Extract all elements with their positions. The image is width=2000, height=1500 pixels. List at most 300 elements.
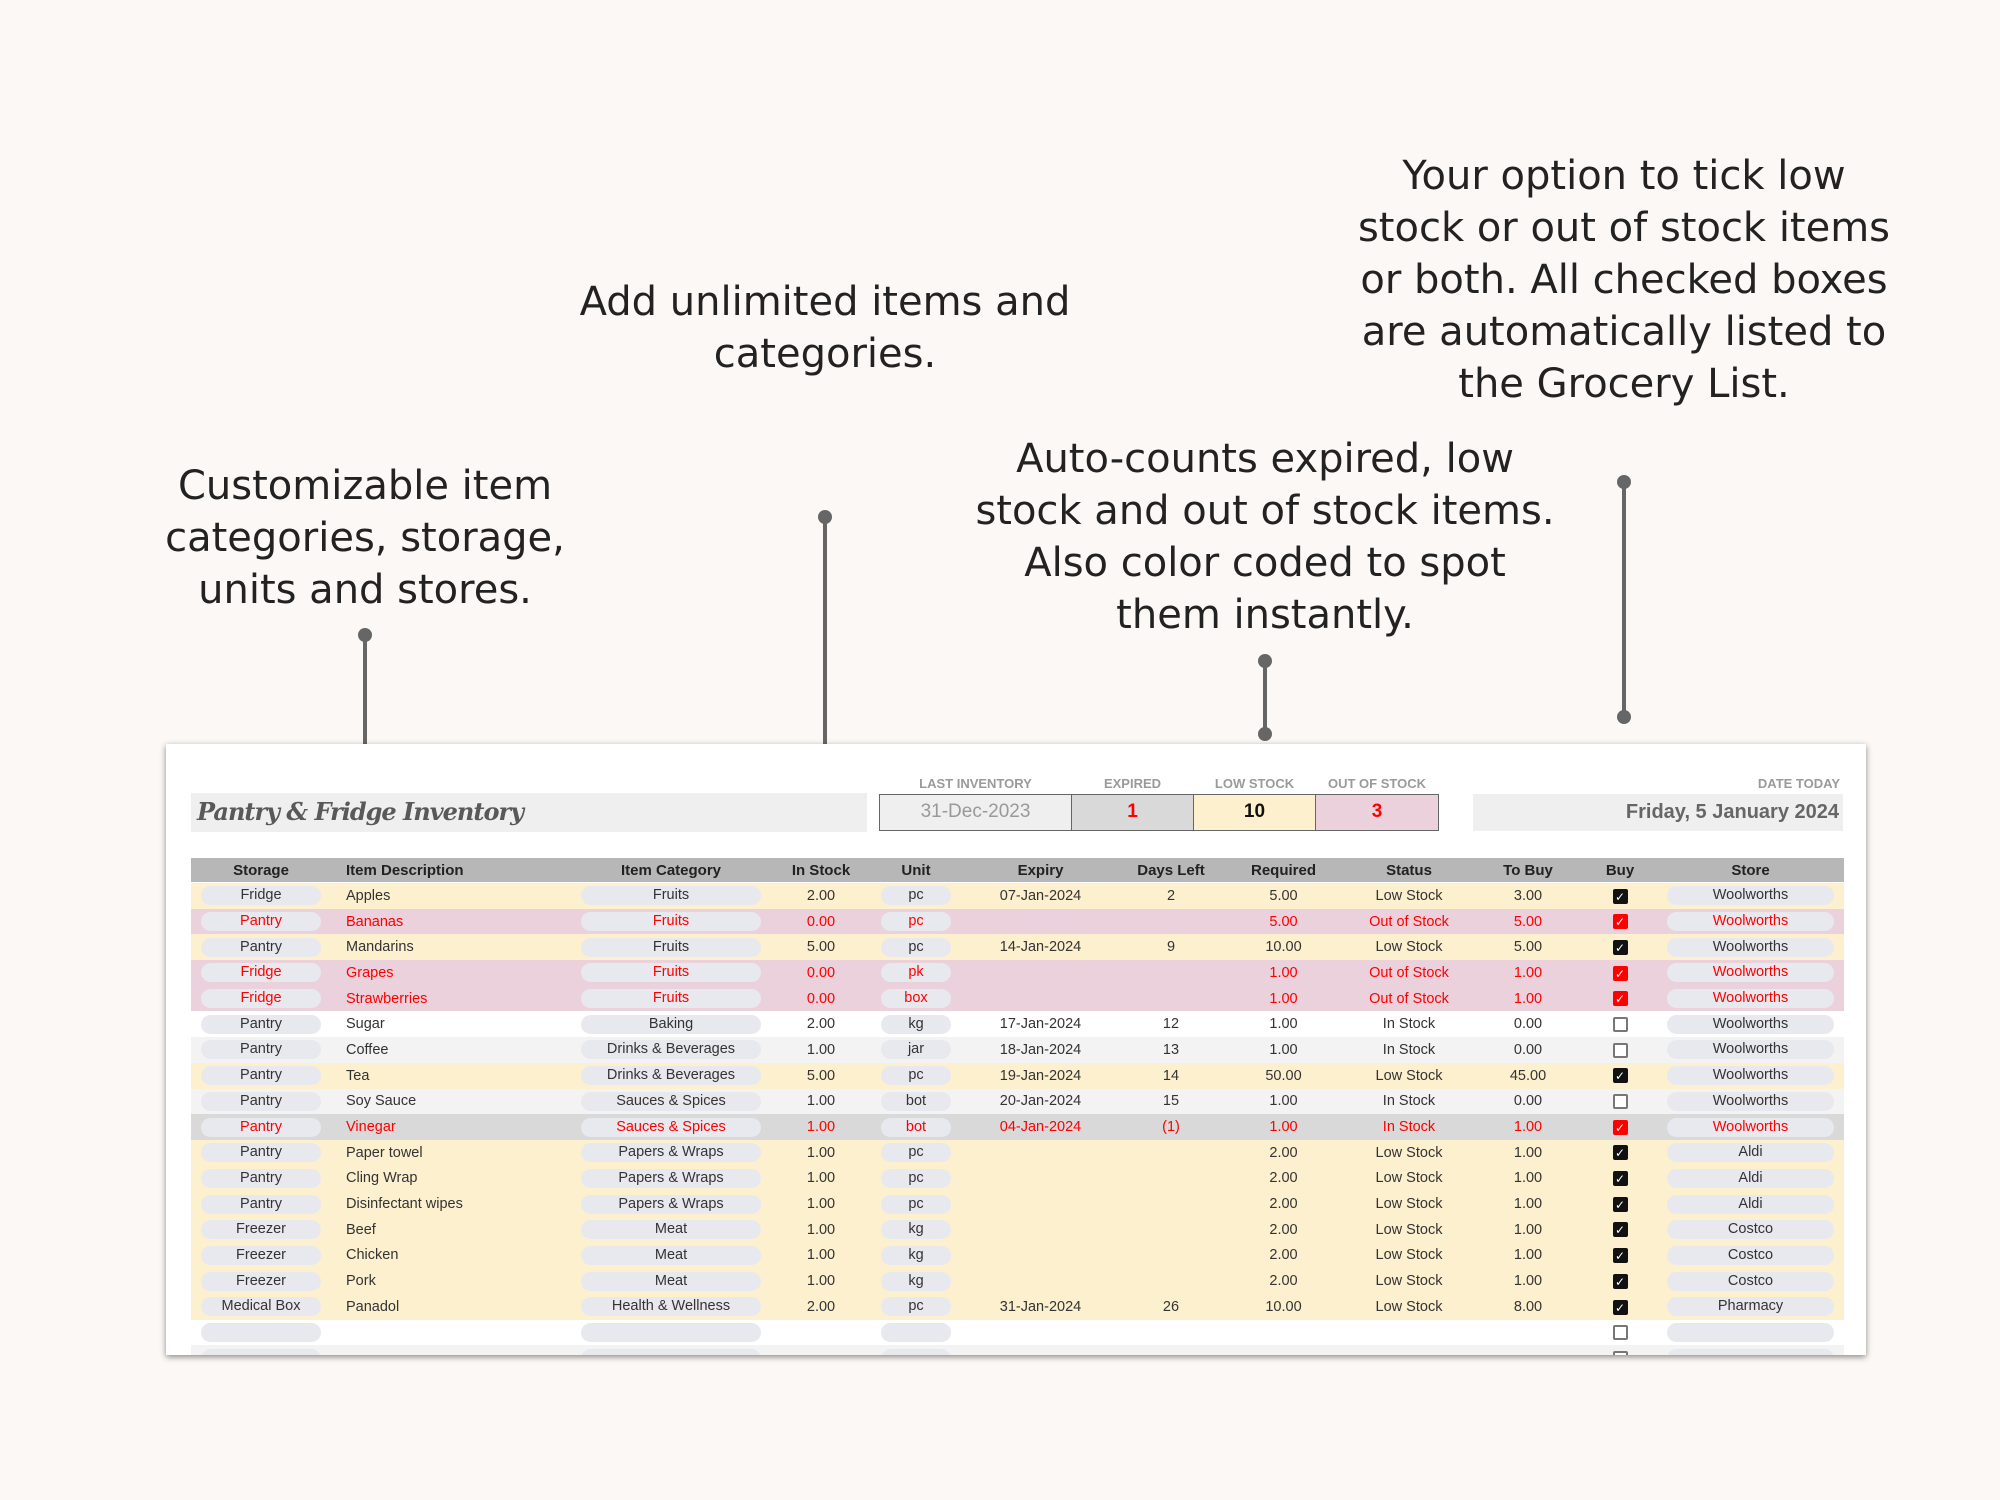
table-row	[191, 960, 1844, 986]
cell-in-stock[interactable]: 1.00	[806, 1041, 836, 1058]
cell-description[interactable]: Sugar	[346, 1016, 385, 1033]
cell-to-buy: 1.00	[1513, 990, 1543, 1007]
storage-dropdown[interactable]: Freezer	[201, 1246, 321, 1265]
unit-dropdown[interactable]	[881, 1323, 951, 1342]
storage-dropdown[interactable]: Pantry	[201, 1092, 321, 1111]
cell-store	[1657, 1015, 1844, 1034]
buy-checkbox[interactable]	[1613, 1068, 1628, 1083]
unit-dropdown[interactable]: pc	[881, 912, 951, 931]
cell-unit[interactable]	[871, 989, 961, 1008]
cell-status: Low Stock	[1375, 887, 1443, 904]
category-dropdown[interactable]: Papers & Wraps	[581, 1169, 761, 1188]
cell-category[interactable]	[571, 1246, 771, 1265]
cell-unit[interactable]	[871, 912, 961, 931]
storage-dropdown[interactable]	[201, 1323, 321, 1342]
buy-checkbox[interactable]	[1613, 1351, 1628, 1355]
cell-description[interactable]: Pork	[346, 1273, 376, 1290]
cell-category[interactable]	[571, 1015, 771, 1034]
cell-to-buy: 1.00	[1513, 1273, 1543, 1290]
column-header-in-stock: In Stock	[791, 861, 851, 879]
cell-required[interactable]: 2.00	[1269, 1144, 1298, 1161]
storage-dropdown[interactable]: Pantry	[201, 938, 321, 957]
buy-checkbox[interactable]	[1613, 1145, 1628, 1160]
cell-unit[interactable]	[871, 1323, 961, 1342]
cell-description[interactable]: Strawberries	[346, 990, 428, 1007]
cell-status: In Stock	[1382, 1041, 1436, 1058]
unit-dropdown[interactable]: kg	[881, 1272, 951, 1291]
cell-unit[interactable]	[871, 1040, 961, 1059]
storage-dropdown[interactable]: Pantry	[201, 1143, 321, 1162]
table-row	[191, 1243, 1844, 1269]
cell-description[interactable]: Vinegar	[346, 1119, 396, 1136]
cell-unit[interactable]	[871, 1169, 961, 1188]
storage-dropdown[interactable]: Freezer	[201, 1220, 321, 1239]
cell-required[interactable]: 10.00	[1265, 1298, 1302, 1315]
cell-unit[interactable]	[871, 1195, 961, 1214]
unit-dropdown[interactable]: jar	[881, 1040, 951, 1059]
cell-storage[interactable]	[191, 1040, 331, 1059]
cell-in-stock[interactable]: 1.00	[806, 1144, 836, 1161]
cell-expiry[interactable]: 20-Jan-2024	[999, 1093, 1082, 1110]
cell-unit[interactable]	[871, 938, 961, 957]
cell-buy	[1583, 1119, 1657, 1135]
cell-unit[interactable]	[871, 1092, 961, 1111]
cell-description[interactable]: Bananas	[346, 913, 404, 930]
storage-dropdown[interactable]: Pantry	[201, 1169, 321, 1188]
store-dropdown[interactable]: Woolworths	[1667, 1092, 1834, 1111]
cell-storage[interactable]	[191, 886, 331, 905]
unit-dropdown[interactable]: kg	[881, 1246, 951, 1265]
cell-unit[interactable]	[871, 1220, 961, 1239]
cell-in-stock[interactable]: 2.00	[806, 1298, 836, 1315]
store-dropdown[interactable]: Costco	[1667, 1220, 1834, 1239]
table-row	[191, 883, 1844, 909]
cell-required[interactable]: 1.00	[1269, 1093, 1298, 1110]
category-dropdown[interactable]: Sauces & Spices	[581, 1118, 761, 1137]
cell-required[interactable]: 2.00	[1269, 1247, 1298, 1264]
category-dropdown[interactable]: Baking	[581, 1015, 761, 1034]
annotation-tick: Your option to tick low stock or out of stock items or both. All checked boxes are automatically listed to the Grocery List.	[1357, 153, 1891, 407]
cell-days-left: 26	[1162, 1298, 1180, 1315]
connector-dot	[1617, 710, 1631, 724]
cell-unit[interactable]	[871, 963, 961, 982]
check-icon: ✓	[1614, 1069, 1626, 1084]
cell-days-left: 12	[1162, 1016, 1180, 1033]
cell-days-left: 13	[1162, 1041, 1180, 1058]
check-icon: ✓	[1614, 1146, 1626, 1161]
cell-expiry[interactable]: 19-Jan-2024	[999, 1067, 1082, 1084]
cell-required[interactable]: 1.00	[1269, 990, 1298, 1007]
cell-required[interactable]: 2.00	[1269, 1170, 1298, 1187]
buy-checkbox[interactable]	[1613, 1248, 1628, 1263]
check-icon: ✓	[1614, 1274, 1626, 1289]
cell-in-stock[interactable]: 5.00	[806, 1067, 836, 1084]
cell-storage[interactable]	[191, 1118, 331, 1137]
column-header-to-buy: To Buy	[1503, 861, 1553, 879]
cell-storage[interactable]	[191, 989, 331, 1008]
buy-checkbox[interactable]	[1613, 940, 1628, 955]
category-dropdown[interactable]: Fruits	[581, 886, 761, 905]
table-row	[191, 1063, 1844, 1089]
unit-dropdown[interactable]: bot	[881, 1118, 951, 1137]
cell-status: Low Stock	[1375, 1247, 1443, 1264]
cell-buy	[1583, 1145, 1657, 1161]
table-row	[191, 1320, 1844, 1346]
cell-storage[interactable]	[191, 1092, 331, 1111]
cell-to-buy: 1.00	[1513, 1247, 1543, 1264]
cell-category[interactable]	[571, 886, 771, 905]
cell-to-buy: 1.00	[1513, 1196, 1543, 1213]
store-dropdown[interactable]: Woolworths	[1667, 912, 1834, 931]
cell-storage[interactable]	[191, 1349, 331, 1355]
category-dropdown[interactable]: Meat	[581, 1272, 761, 1291]
table-row	[191, 1011, 1844, 1037]
unit-dropdown[interactable]: pc	[881, 1195, 951, 1214]
category-dropdown[interactable]	[581, 1349, 761, 1355]
unit-dropdown[interactable]: pc	[881, 1169, 951, 1188]
cell-required[interactable]: 1.00	[1269, 1119, 1298, 1136]
cell-storage[interactable]	[191, 1220, 331, 1239]
storage-dropdown[interactable]: Pantry	[201, 1040, 321, 1059]
cell-to-buy: 8.00	[1513, 1298, 1543, 1315]
store-dropdown[interactable]: Pharmacy	[1667, 1297, 1834, 1316]
cell-to-buy: 1.00	[1513, 1119, 1543, 1136]
cell-expiry[interactable]: 18-Jan-2024	[999, 1041, 1082, 1058]
cell-store	[1657, 1195, 1844, 1214]
cell-status: Out of Stock	[1369, 964, 1449, 981]
cell-description[interactable]: Soy Sauce	[346, 1093, 417, 1110]
buy-checkbox[interactable]	[1613, 991, 1628, 1006]
cell-storage[interactable]	[191, 1195, 331, 1214]
last-inventory-label: LAST INVENTORY	[919, 776, 1032, 791]
cell-expiry[interactable]: 14-Jan-2024	[999, 939, 1082, 956]
low-stock-count: 10	[1193, 794, 1316, 831]
storage-dropdown[interactable]	[201, 1349, 321, 1355]
cell-to-buy: 45.00	[1509, 1067, 1547, 1084]
title-bar	[191, 793, 867, 832]
cell-storage[interactable]	[191, 1323, 331, 1342]
store-dropdown[interactable]	[1667, 1323, 1834, 1342]
cell-buy	[1583, 1299, 1657, 1315]
cell-buy	[1583, 1042, 1657, 1058]
out-of-stock-label: OUT OF STOCK	[1328, 776, 1426, 791]
date-today-label: DATE TODAY	[1757, 776, 1840, 791]
cell-unit[interactable]	[871, 1118, 961, 1137]
buy-checkbox[interactable]	[1613, 1325, 1628, 1340]
category-dropdown[interactable]: Papers & Wraps	[581, 1143, 761, 1162]
unit-dropdown[interactable]: kg	[881, 1015, 951, 1034]
store-dropdown[interactable]: Woolworths	[1667, 1066, 1834, 1085]
store-dropdown[interactable]: Woolworths	[1667, 938, 1834, 957]
column-header-storage: Storage	[233, 861, 289, 879]
store-dropdown[interactable]: Woolworths	[1667, 1118, 1834, 1137]
cell-storage[interactable]	[191, 1169, 331, 1188]
cell-category[interactable]	[571, 1118, 771, 1137]
cell-category[interactable]	[571, 1272, 771, 1291]
storage-dropdown[interactable]: Medical Box	[201, 1297, 321, 1316]
cell-in-stock[interactable]: 1.00	[806, 1221, 836, 1238]
cell-buy	[1583, 1350, 1657, 1355]
cell-category[interactable]	[571, 1066, 771, 1085]
buy-checkbox[interactable]	[1613, 1300, 1628, 1315]
cell-required[interactable]: 50.00	[1265, 1067, 1302, 1084]
cell-status: Low Stock	[1375, 939, 1443, 956]
category-dropdown[interactable]: Sauces & Spices	[581, 1092, 761, 1111]
cell-category[interactable]	[571, 938, 771, 957]
category-dropdown[interactable]: Meat	[581, 1220, 761, 1239]
cell-buy	[1583, 965, 1657, 981]
cell-required[interactable]: 1.00	[1269, 964, 1298, 981]
cell-category[interactable]	[571, 1169, 771, 1188]
cell-buy	[1583, 1247, 1657, 1263]
cell-category[interactable]	[571, 1323, 771, 1342]
storage-dropdown[interactable]: Pantry	[201, 1118, 321, 1137]
cell-buy	[1583, 888, 1657, 904]
cell-status: Low Stock	[1375, 1170, 1443, 1187]
store-dropdown[interactable]	[1667, 1349, 1834, 1355]
cell-description[interactable]: Panadol	[346, 1298, 400, 1315]
store-dropdown[interactable]: Woolworths	[1667, 989, 1834, 1008]
category-dropdown[interactable]: Fruits	[581, 989, 761, 1008]
cell-category[interactable]	[571, 1349, 771, 1355]
storage-dropdown[interactable]: Pantry	[201, 912, 321, 931]
cell-in-stock[interactable]: 1.00	[806, 1247, 836, 1264]
connector-dot	[818, 510, 832, 524]
cell-buy	[1583, 1068, 1657, 1084]
cell-unit[interactable]	[871, 1272, 961, 1291]
cell-in-stock[interactable]: 5.00	[806, 939, 836, 956]
cell-category[interactable]	[571, 1040, 771, 1059]
unit-dropdown[interactable]	[881, 1349, 951, 1355]
cell-in-stock[interactable]: 0.00	[806, 913, 836, 930]
cell-description[interactable]: Grapes	[346, 964, 394, 981]
unit-dropdown[interactable]: bot	[881, 1092, 951, 1111]
cell-required[interactable]: 5.00	[1269, 887, 1298, 904]
cell-description[interactable]: Tea	[346, 1067, 370, 1084]
cell-storage[interactable]	[191, 963, 331, 982]
cell-in-stock[interactable]: 0.00	[806, 964, 836, 981]
cell-storage[interactable]	[191, 1015, 331, 1034]
buy-checkbox[interactable]	[1613, 1171, 1628, 1186]
cell-to-buy: 5.00	[1513, 913, 1543, 930]
cell-unit[interactable]	[871, 1015, 961, 1034]
buy-checkbox[interactable]	[1613, 1197, 1628, 1212]
unit-dropdown[interactable]: pc	[881, 1066, 951, 1085]
buy-checkbox[interactable]	[1613, 1017, 1628, 1032]
cell-category[interactable]	[571, 1092, 771, 1111]
cell-description[interactable]: Paper towel	[346, 1144, 423, 1161]
category-dropdown[interactable]	[581, 1323, 761, 1342]
category-dropdown[interactable]: Meat	[581, 1246, 761, 1265]
table-row	[191, 1217, 1844, 1243]
cell-to-buy: 1.00	[1513, 1221, 1543, 1238]
cell-status: Low Stock	[1375, 1196, 1443, 1213]
cell-expiry[interactable]: 17-Jan-2024	[999, 1016, 1082, 1033]
cell-in-stock[interactable]: 1.00	[806, 1119, 836, 1136]
storage-dropdown[interactable]: Pantry	[201, 1195, 321, 1214]
storage-dropdown[interactable]: Fridge	[201, 963, 321, 982]
cell-in-stock[interactable]: 1.00	[806, 1170, 836, 1187]
cell-buy	[1583, 1325, 1657, 1341]
cell-category[interactable]	[571, 1297, 771, 1316]
cell-expiry[interactable]: 31-Jan-2024	[999, 1298, 1082, 1315]
table-row	[191, 1140, 1844, 1166]
store-dropdown[interactable]: Aldi	[1667, 1143, 1834, 1162]
cell-buy	[1583, 991, 1657, 1007]
cell-category[interactable]	[571, 1195, 771, 1214]
unit-dropdown[interactable]: pc	[881, 886, 951, 905]
unit-dropdown[interactable]: kg	[881, 1220, 951, 1239]
cell-category[interactable]	[571, 912, 771, 931]
cell-required[interactable]: 1.00	[1269, 1041, 1298, 1058]
cell-in-stock[interactable]: 1.00	[806, 1196, 836, 1213]
cell-description[interactable]: Disinfectant wipes	[346, 1196, 463, 1213]
buy-checkbox[interactable]	[1613, 1120, 1628, 1135]
cell-to-buy: 1.00	[1513, 964, 1543, 981]
cell-description[interactable]: Mandarins	[346, 939, 414, 956]
column-header-expiry: Expiry	[1017, 861, 1064, 879]
cell-required[interactable]: 1.00	[1269, 1016, 1298, 1033]
out-of-stock-count: 3	[1315, 794, 1439, 831]
buy-checkbox[interactable]	[1613, 889, 1628, 904]
cell-status: Out of Stock	[1369, 990, 1449, 1007]
unit-dropdown[interactable]: pc	[881, 1143, 951, 1162]
store-dropdown[interactable]: Costco	[1667, 1272, 1834, 1291]
cell-store	[1657, 989, 1844, 1008]
cell-in-stock[interactable]: 1.00	[806, 1273, 836, 1290]
cell-in-stock[interactable]: 1.00	[806, 1093, 836, 1110]
cell-description[interactable]: Cling Wrap	[346, 1170, 418, 1187]
buy-checkbox[interactable]	[1613, 914, 1628, 929]
cell-buy	[1583, 1196, 1657, 1212]
buy-checkbox[interactable]	[1613, 1043, 1628, 1058]
check-icon: ✓	[1614, 889, 1626, 904]
category-dropdown[interactable]: Drinks & Beverages	[581, 1040, 761, 1059]
buy-checkbox[interactable]	[1613, 966, 1628, 981]
cell-unit[interactable]	[871, 1246, 961, 1265]
cell-description[interactable]: Apples	[346, 887, 391, 904]
cell-store	[1657, 938, 1844, 957]
cell-unit[interactable]	[871, 1143, 961, 1162]
buy-checkbox[interactable]	[1613, 1222, 1628, 1237]
category-dropdown[interactable]: Drinks & Beverages	[581, 1066, 761, 1085]
buy-checkbox[interactable]	[1613, 1094, 1628, 1109]
cell-storage[interactable]	[191, 1297, 331, 1316]
cell-store	[1657, 1092, 1844, 1111]
cell-unit[interactable]	[871, 1349, 961, 1355]
cell-to-buy: 1.00	[1513, 1170, 1543, 1187]
cell-status: Out of Stock	[1369, 913, 1449, 930]
cell-storage[interactable]	[191, 1246, 331, 1265]
cell-store	[1657, 886, 1844, 905]
category-dropdown[interactable]: Fruits	[581, 912, 761, 931]
store-dropdown[interactable]: Woolworths	[1667, 1015, 1834, 1034]
cell-required[interactable]: 10.00	[1265, 939, 1302, 956]
table-row	[191, 1294, 1844, 1320]
table-row	[191, 1345, 1844, 1355]
unit-dropdown[interactable]: pc	[881, 1297, 951, 1316]
store-dropdown[interactable]: Aldi	[1667, 1169, 1834, 1188]
store-dropdown[interactable]: Costco	[1667, 1246, 1834, 1265]
cell-category[interactable]	[571, 963, 771, 982]
storage-dropdown[interactable]: Fridge	[201, 886, 321, 905]
connector-line	[1263, 661, 1267, 737]
cell-storage[interactable]	[191, 938, 331, 957]
cell-unit[interactable]	[871, 1066, 961, 1085]
cell-buy	[1583, 914, 1657, 930]
cell-category[interactable]	[571, 1220, 771, 1239]
cell-required[interactable]: 2.00	[1269, 1196, 1298, 1213]
cell-required[interactable]: 2.00	[1269, 1273, 1298, 1290]
cell-status: Low Stock	[1375, 1144, 1443, 1161]
unit-dropdown[interactable]: box	[881, 989, 951, 1008]
category-dropdown[interactable]: Papers & Wraps	[581, 1195, 761, 1214]
cell-to-buy: 5.00	[1513, 939, 1543, 956]
connector-dot	[1258, 727, 1272, 741]
table-row	[191, 1191, 1844, 1217]
cell-to-buy: 3.00	[1513, 887, 1543, 904]
cell-required[interactable]: 5.00	[1269, 913, 1298, 930]
expired-count: 1	[1071, 794, 1194, 831]
storage-dropdown[interactable]: Fridge	[201, 989, 321, 1008]
cell-store	[1657, 1272, 1844, 1291]
store-dropdown[interactable]: Woolworths	[1667, 963, 1834, 982]
cell-store	[1657, 1246, 1844, 1265]
store-dropdown[interactable]: Woolworths	[1667, 886, 1834, 905]
cell-storage[interactable]	[191, 912, 331, 931]
category-dropdown[interactable]: Fruits	[581, 963, 761, 982]
store-dropdown[interactable]: Aldi	[1667, 1195, 1834, 1214]
cell-in-stock[interactable]: 2.00	[806, 887, 836, 904]
cell-in-stock[interactable]: 2.00	[806, 1016, 836, 1033]
cell-in-stock[interactable]: 0.00	[806, 990, 836, 1007]
cell-expiry[interactable]: 04-Jan-2024	[999, 1119, 1082, 1136]
cell-expiry[interactable]: 07-Jan-2024	[999, 887, 1082, 904]
cell-status: Low Stock	[1375, 1298, 1443, 1315]
cell-storage[interactable]	[191, 1066, 331, 1085]
cell-description[interactable]: Chicken	[346, 1247, 399, 1264]
cell-unit[interactable]	[871, 886, 961, 905]
cell-store	[1657, 1220, 1844, 1239]
storage-dropdown[interactable]: Freezer	[201, 1272, 321, 1291]
table-row	[191, 986, 1844, 1012]
cell-required[interactable]: 2.00	[1269, 1221, 1298, 1238]
cell-store	[1657, 963, 1844, 982]
category-dropdown[interactable]: Fruits	[581, 938, 761, 957]
cell-description[interactable]: Beef	[346, 1221, 376, 1238]
storage-dropdown[interactable]: Pantry	[201, 1015, 321, 1034]
table-row	[191, 1089, 1844, 1115]
buy-checkbox[interactable]	[1613, 1274, 1628, 1289]
category-dropdown[interactable]: Health & Wellness	[581, 1297, 761, 1316]
store-dropdown[interactable]: Woolworths	[1667, 1040, 1834, 1059]
last-inventory-field[interactable]: 31-Dec-2023	[879, 794, 1072, 831]
unit-dropdown[interactable]: pk	[881, 963, 951, 982]
cell-days-left: 2	[1166, 887, 1176, 904]
check-icon: ✓	[1614, 992, 1626, 1007]
cell-unit[interactable]	[871, 1297, 961, 1316]
cell-storage[interactable]	[191, 1272, 331, 1291]
cell-category[interactable]	[571, 989, 771, 1008]
cell-storage[interactable]	[191, 1143, 331, 1162]
table-row	[191, 1037, 1844, 1063]
cell-category[interactable]	[571, 1143, 771, 1162]
storage-dropdown[interactable]: Pantry	[201, 1066, 321, 1085]
cell-status: In Stock	[1382, 1016, 1436, 1033]
unit-dropdown[interactable]: pc	[881, 938, 951, 957]
cell-description[interactable]: Coffee	[346, 1041, 389, 1058]
cell-to-buy: 0.00	[1513, 1016, 1543, 1033]
